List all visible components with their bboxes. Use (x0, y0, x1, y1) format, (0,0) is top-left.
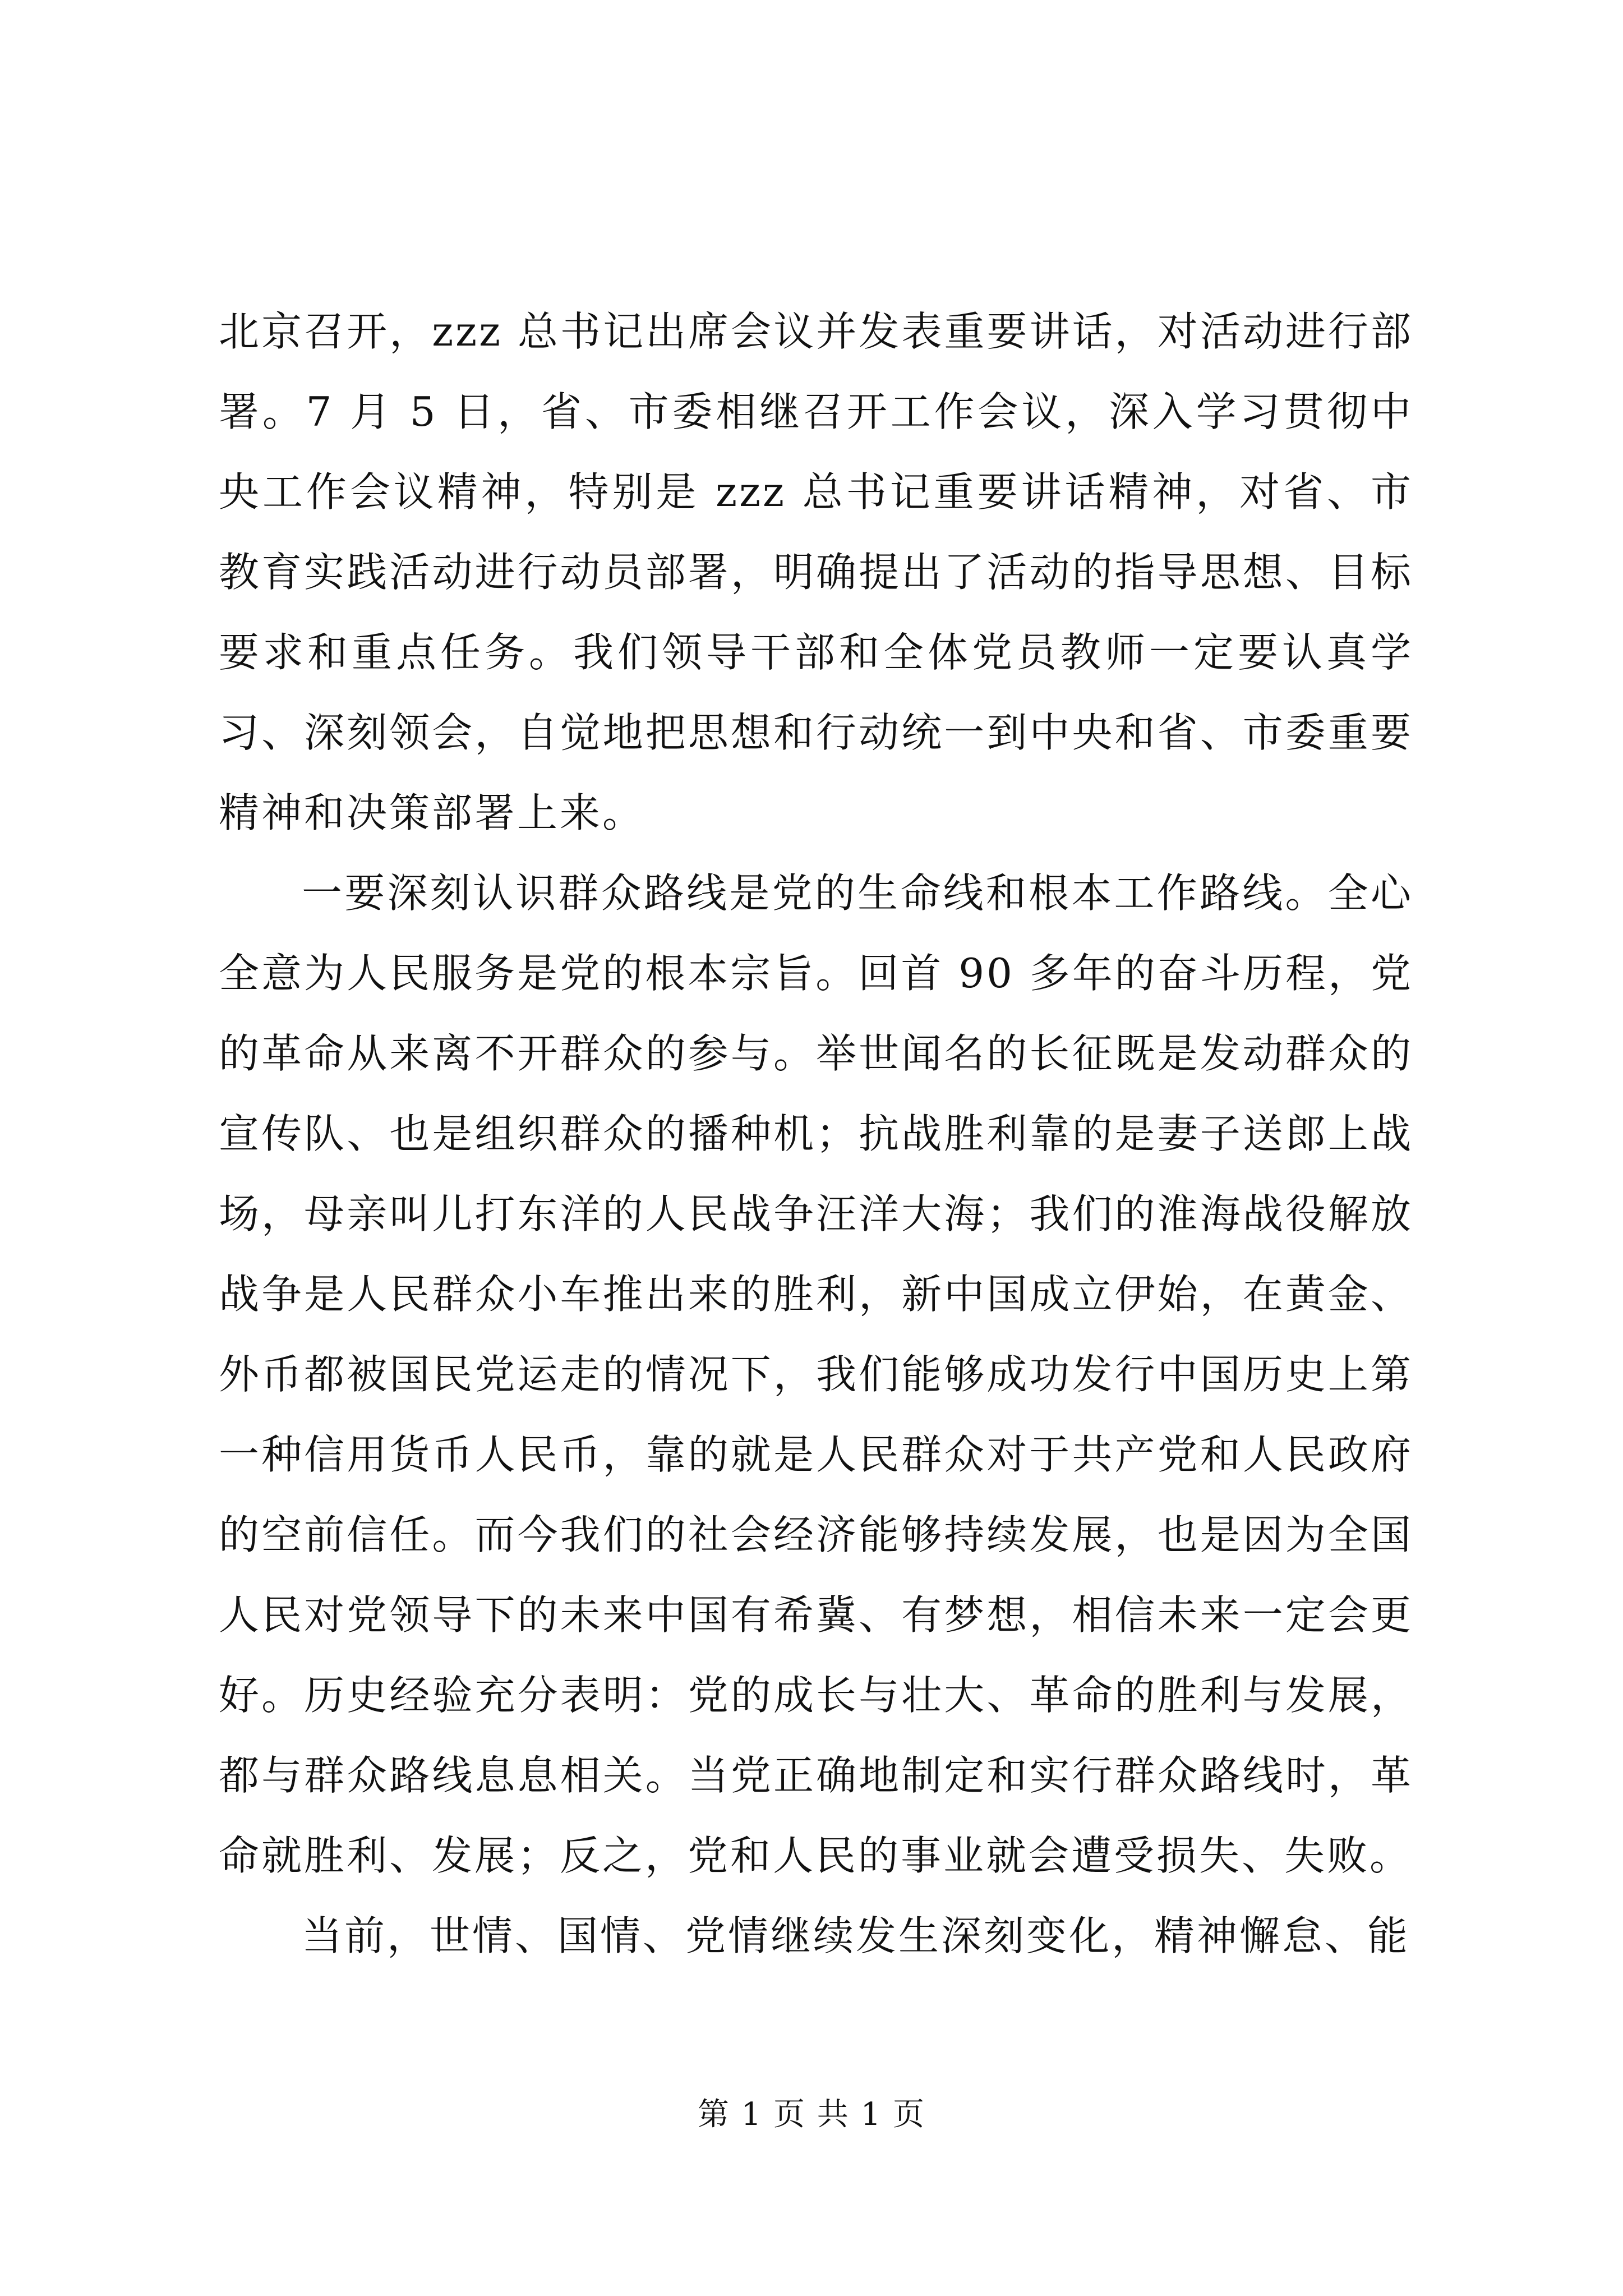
paragraph-mass-line: 一要深刻认识群众路线是党的生命线和根本工作路线。全心全意为人民服务是党的根本宗旨。回首 90 多年的奋斗历程，党的革命从来离不开群众的参与。举世闻名的长征既是发动群众的宣传队、也是组织群众的播种机；抗战胜利靠的是妻子送郎上战场，母亲叫儿打东洋的人民战争汪洋大海；我们的淮海战役解放战争是人民群众小车推出来的胜利，新中国成立伊始，在黄金、外币都被国民党运走的情况下，我们能够成功发行中国历史上第一种信用货币人民币，靠的就是人民群众对于共产党和人民政府的空前信任。而今我们的社会经济能够持续发展，也是因为全国人民对党领导下的未来中国有希冀、有梦想，相信未来一定会更好。历史经验充分表明：党的成长与壮大、革命的胜利与发展，都与群众路线息息相关。当党正确地制定和实行群众路线时，革命就胜利、发展；反之，党和人民的事业就会遭受损失、失败。 (219, 869, 1413, 1879)
paragraph-continuation: 北京召开，zzz 总书记出席会议并发表重要讲话，对活动进行部署。7 月 5 日，省、市委相继召开工作会议，深入学习贯彻中央工作会议精神，特别是 zzz 总书记重要讲话精神，对省、市教育实践活动进行动员部署，明确提出了活动的指导思想、目标要求和重点任务。我们领导干部和全体党员教师一定要认真学习、深刻领会，自觉地把思想和行动统一到中央和省、市委重要精神和决策部署上来。 (219, 308, 1413, 836)
document-body (219, 292, 1413, 1976)
page-footer: 第 1 页 共 1 页 (697, 2096, 926, 2133)
paragraph-current-situation: 当前，世情、国情、党情继续发生深刻变化，精神懈怠、能 (302, 1912, 1410, 1959)
